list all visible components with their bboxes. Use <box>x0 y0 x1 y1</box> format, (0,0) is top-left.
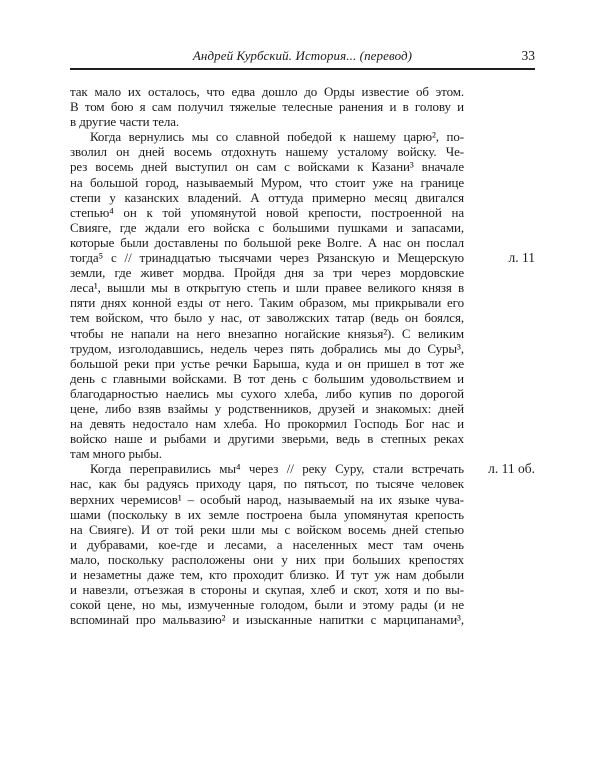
text-line: войско наше и рыбами и другими зверьми, ведь в степных реках <box>70 431 464 447</box>
text-line: вспоминай про мальвазию² и изысканные напитки с марципанами³, <box>70 612 464 628</box>
text-line: и дубравами, кое-где и лесами, а населенных мест там очень <box>70 536 464 552</box>
text-line: трудом, изголодавшись, недель через пять добрались мы до Суры³, <box>70 340 464 356</box>
text-line: большой реки при устье речки Барыша, куда и он пришел в тот же <box>70 355 464 371</box>
page-header <box>70 46 535 70</box>
text-line: Когда переправились мы⁴ через // реку Суру, стали встречать л. 11 об. <box>90 461 535 477</box>
text-line: день с главными войсками. В тот день с большим удовольствием и <box>70 370 464 386</box>
body-text <box>70 84 535 628</box>
text-line: на Свияге). И от той реки шли мы с войском восемь дней степью <box>70 521 464 537</box>
text-line: на большой город, называемый Муром, что стоит уже на границе <box>70 174 464 190</box>
text-line: леса¹, вышли мы в открытую степь и шли правее великого князя в <box>70 280 464 296</box>
text-line: и незаметны даже тем, кто проходит близко. И тут уж нам добыли <box>70 567 464 582</box>
running-head-title: Андрей Курбский. История... (перевод) <box>192 48 413 63</box>
page-number: 33 <box>521 48 535 63</box>
text-line: земли, где живет мордва. Пройдя дня за три через мордовские <box>70 265 464 281</box>
text-line: и навезли, отъезжая в стороны и скупая, хлеб и скот, хотя и по вы- <box>70 582 464 598</box>
text-line: тем войском, что было у нас, от заволжских татар (ведь он боялся, <box>70 310 464 326</box>
text-line: на девять недостало нам хлеба. Но прокормил Господь Бог нас и <box>70 416 464 432</box>
text-line: рез восемь дней выступил он сам с войсками к Казани³ вначале <box>70 159 464 175</box>
text-line: верхних черемисов¹ – особый народ, называемый на их языке чува- <box>70 491 464 507</box>
text-line: так мало их осталось, что едва дошло до Орды известие об этом. <box>70 84 464 99</box>
text-line: пяти днях конной езды от него. Таким образом, мы прикрывали его <box>70 295 464 311</box>
paragraph <box>70 84 464 129</box>
text-line: Свияге, где ждали его войска с большими пушками и запасами, <box>70 219 464 235</box>
text-line: цене, либо взяв взаймы у родственников, друзей и знакомых: дней <box>70 400 464 416</box>
text-line: тогда⁵ с // тринадцатью тысячами через Рязанскую и Мещерскую л. 11 <box>70 250 535 266</box>
text-line: чтобы не напали на него внезапно ногайские князья²). С великим <box>70 325 464 341</box>
paragraph <box>70 461 535 628</box>
text-line: которые были доставлены по большой реке Волге. А нас он послал <box>70 234 464 250</box>
text-line: В том бою я сам получил тяжелые телесные ранения и в голову и <box>70 99 464 115</box>
text-line: степи у казанских владений. А оттуда примерно месяц двигался <box>70 189 464 205</box>
text-line: мало, поскольку расположены они у них при больших крепостях <box>70 551 464 567</box>
text-line: шами (поскольку в их земле построена была упомянутая крепость <box>70 506 464 522</box>
text-line: благодарностью наелись мы сухого хлеба, либо купив по дорогой <box>70 385 464 401</box>
text-line: степью⁴ он к той упомянутой новой крепости, построенной на <box>70 204 464 220</box>
paragraph <box>70 129 535 462</box>
text-line: Когда вернулись мы со славной победой к нашему царю², по- <box>90 129 464 145</box>
text-line: в другие части тела. <box>70 114 180 130</box>
text-line: сокой цене, но мы, измученные голодом, были и этому рады (и не <box>70 597 464 613</box>
folio-note: л. 11 об. <box>488 461 535 477</box>
text-line: нас, как бы радуясь приходу царя, по пятьсот, по тысяче человек <box>70 476 464 492</box>
folio-note: л. 11 <box>508 250 535 266</box>
text-line: там много рыбы. <box>70 446 162 462</box>
text-line: зволил он дней восемь отдохнуть нашему усталому войску. Че- <box>70 144 464 160</box>
